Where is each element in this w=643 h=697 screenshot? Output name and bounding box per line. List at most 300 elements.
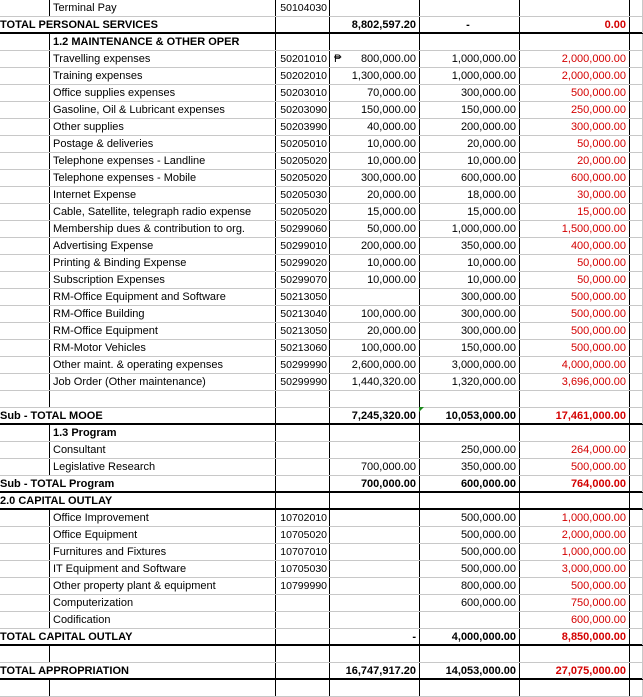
empty-cell[interactable] bbox=[520, 680, 630, 696]
amount-col1[interactable] bbox=[330, 629, 420, 645]
account-code[interactable]: 50205030 bbox=[276, 187, 330, 203]
account-name[interactable]: Advertising Expense bbox=[50, 238, 276, 254]
amount-col2[interactable]: 14,053,000.00 bbox=[420, 663, 520, 679]
amount-col3[interactable]: 50,000.00 bbox=[520, 255, 630, 271]
amount-col3[interactable] bbox=[520, 0, 630, 16]
empty-cell[interactable] bbox=[50, 391, 276, 407]
amount-col3[interactable]: 500,000.00 bbox=[520, 578, 630, 594]
section-label[interactable]: 1.3 Program bbox=[50, 425, 276, 441]
amount-col1[interactable] bbox=[330, 374, 420, 390]
empty-cell[interactable] bbox=[330, 391, 420, 407]
amount-col1[interactable] bbox=[330, 442, 420, 458]
account-name[interactable]: Terminal Pay bbox=[50, 0, 276, 16]
amount-col3[interactable]: 300,000.00 bbox=[520, 119, 630, 135]
amount-col2[interactable]: 300,000.00 bbox=[420, 323, 520, 339]
amount-col1[interactable] bbox=[330, 34, 420, 50]
amount-col2[interactable]: 250,000.00 bbox=[420, 442, 520, 458]
amount-col3[interactable]: 3,696,000.00 bbox=[520, 374, 630, 390]
empty-cell[interactable] bbox=[630, 17, 643, 33]
empty-cell[interactable] bbox=[630, 629, 643, 645]
amount-col3[interactable]: 500,000.00 bbox=[520, 289, 630, 305]
empty-cell[interactable] bbox=[630, 85, 643, 101]
amount-col1[interactable] bbox=[330, 459, 420, 475]
amount-col3[interactable]: 1,500,000.00 bbox=[520, 221, 630, 237]
empty-cell[interactable] bbox=[630, 204, 643, 220]
amount-col1[interactable] bbox=[330, 85, 420, 101]
amount-col3[interactable]: 27,075,000.00 bbox=[520, 663, 630, 679]
account-name[interactable]: Training expenses bbox=[50, 68, 276, 84]
account-code[interactable] bbox=[276, 17, 330, 33]
empty-cell[interactable] bbox=[0, 391, 50, 407]
empty-cell[interactable] bbox=[0, 0, 50, 16]
amount-col3[interactable]: 500,000.00 bbox=[520, 85, 630, 101]
account-code[interactable]: 50203010 bbox=[276, 85, 330, 101]
amount-col1[interactable] bbox=[330, 510, 420, 526]
amount-col2[interactable]: 600,000.00 bbox=[420, 170, 520, 186]
amount-col3[interactable]: 3,000,000.00 bbox=[520, 561, 630, 577]
amount-col1[interactable] bbox=[330, 306, 420, 322]
amount-col2[interactable]: 10,000.00 bbox=[420, 255, 520, 271]
amount-col1[interactable] bbox=[330, 544, 420, 560]
row-label[interactable]: Sub - TOTAL Program bbox=[0, 476, 276, 492]
amount-col2[interactable]: 300,000.00 bbox=[420, 306, 520, 322]
row-label[interactable]: TOTAL CAPITAL OUTLAY bbox=[0, 629, 276, 645]
empty-cell[interactable] bbox=[420, 391, 520, 407]
amount-col1[interactable] bbox=[330, 425, 420, 441]
account-code[interactable]: 50213040 bbox=[276, 306, 330, 322]
account-name[interactable]: Subscription Expenses bbox=[50, 272, 276, 288]
empty-cell[interactable] bbox=[630, 646, 643, 662]
empty-cell[interactable] bbox=[630, 459, 643, 475]
empty-cell[interactable] bbox=[630, 0, 643, 16]
amount-col1[interactable] bbox=[330, 68, 420, 84]
empty-cell[interactable] bbox=[0, 51, 50, 67]
empty-cell[interactable] bbox=[0, 527, 50, 543]
empty-cell[interactable] bbox=[630, 272, 643, 288]
empty-cell[interactable] bbox=[630, 544, 643, 560]
account-code[interactable]: 50213050 bbox=[276, 323, 330, 339]
account-name[interactable]: Telephone expenses - Mobile bbox=[50, 170, 276, 186]
empty-cell[interactable] bbox=[0, 340, 50, 356]
empty-cell[interactable] bbox=[0, 374, 50, 390]
empty-cell[interactable] bbox=[630, 663, 643, 679]
amount-col3[interactable]: 1,000,000.00 bbox=[520, 510, 630, 526]
amount-col1[interactable] bbox=[330, 255, 420, 271]
amount-col1[interactable] bbox=[330, 595, 420, 611]
empty-cell[interactable] bbox=[0, 153, 50, 169]
amount-col3[interactable]: 0.00 bbox=[520, 17, 630, 33]
account-code[interactable]: 10707010 bbox=[276, 544, 330, 560]
amount-col2[interactable]: 1,320,000.00 bbox=[420, 374, 520, 390]
empty-cell[interactable] bbox=[630, 340, 643, 356]
table-row bbox=[0, 119, 643, 136]
amount-col3[interactable]: 4,000,000.00 bbox=[520, 357, 630, 373]
amount-col2[interactable]: 150,000.00 bbox=[420, 102, 520, 118]
amount-col2[interactable]: 3,000,000.00 bbox=[420, 357, 520, 373]
total-row bbox=[0, 425, 643, 442]
empty-cell[interactable] bbox=[630, 34, 643, 50]
account-code[interactable] bbox=[276, 442, 330, 458]
account-code[interactable]: 50201010 bbox=[276, 51, 330, 67]
amount-col2[interactable]: 300,000.00 bbox=[420, 85, 520, 101]
empty-cell[interactable] bbox=[520, 391, 630, 407]
account-name[interactable]: Other property plant & equipment bbox=[50, 578, 276, 594]
empty-cell[interactable] bbox=[520, 646, 630, 662]
amount-col2[interactable] bbox=[420, 425, 520, 441]
account-code[interactable] bbox=[276, 629, 330, 645]
amount-col2[interactable]: 500,000.00 bbox=[420, 527, 520, 543]
account-name[interactable]: Postage & deliveries bbox=[50, 136, 276, 152]
peso-sign: ₱ bbox=[334, 53, 342, 65]
account-code[interactable]: 50299020 bbox=[276, 255, 330, 271]
empty-cell[interactable] bbox=[630, 357, 643, 373]
table-row bbox=[0, 544, 643, 561]
empty-cell[interactable] bbox=[630, 102, 643, 118]
account-name[interactable]: Legislative Research bbox=[50, 459, 276, 475]
empty-cell[interactable] bbox=[0, 459, 50, 475]
empty-cell[interactable] bbox=[0, 323, 50, 339]
amount-col2[interactable]: 1,000,000.00 bbox=[420, 68, 520, 84]
empty-cell[interactable] bbox=[630, 442, 643, 458]
amount-col2[interactable]: 600,000.00 bbox=[420, 476, 520, 492]
amount-col1[interactable] bbox=[330, 340, 420, 356]
empty-cell[interactable] bbox=[0, 85, 50, 101]
account-name[interactable]: Telephone expenses - Landline bbox=[50, 153, 276, 169]
empty-cell[interactable] bbox=[50, 680, 276, 696]
account-name[interactable]: Membership dues & contribution to org. bbox=[50, 221, 276, 237]
empty-cell[interactable] bbox=[630, 578, 643, 594]
empty-cell[interactable] bbox=[630, 595, 643, 611]
empty-cell[interactable] bbox=[630, 612, 643, 628]
empty-cell[interactable] bbox=[0, 221, 50, 237]
amount-col1[interactable] bbox=[330, 136, 420, 152]
amount-value: 15,000.00 bbox=[367, 206, 416, 218]
empty-cell[interactable] bbox=[420, 680, 520, 696]
amount-col1[interactable] bbox=[330, 578, 420, 594]
amount-col2[interactable] bbox=[420, 0, 520, 16]
amount-col2[interactable]: 150,000.00 bbox=[420, 340, 520, 356]
account-code[interactable]: 50203990 bbox=[276, 119, 330, 135]
empty-cell[interactable] bbox=[0, 595, 50, 611]
empty-cell[interactable] bbox=[0, 204, 50, 220]
empty-cell[interactable] bbox=[630, 68, 643, 84]
amount-col1[interactable] bbox=[330, 612, 420, 628]
amount-col3[interactable]: 2,000,000.00 bbox=[520, 68, 630, 84]
amount-col1[interactable] bbox=[330, 51, 420, 67]
amount-col2[interactable]: 15,000.00 bbox=[420, 204, 520, 220]
amount-col2[interactable]: 800,000.00 bbox=[420, 578, 520, 594]
amount-col1[interactable] bbox=[330, 663, 420, 679]
empty-cell[interactable] bbox=[0, 272, 50, 288]
amount-col3[interactable]: 50,000.00 bbox=[520, 272, 630, 288]
row-label[interactable]: TOTAL PERSONAL SERVICES bbox=[0, 17, 276, 33]
empty-cell[interactable] bbox=[0, 646, 50, 662]
amount-col3[interactable]: 17,461,000.00 bbox=[520, 408, 630, 424]
account-name[interactable]: Cable, Satellite, telegraph radio expense bbox=[50, 204, 276, 220]
total-row bbox=[0, 629, 643, 646]
blank-row bbox=[0, 680, 643, 697]
empty-cell[interactable] bbox=[0, 578, 50, 594]
amount-col2[interactable]: 20,000.00 bbox=[420, 136, 520, 152]
account-name[interactable]: Other maint. & operating expenses bbox=[50, 357, 276, 373]
empty-cell[interactable] bbox=[0, 544, 50, 560]
account-name[interactable]: RM-Office Equipment and Software bbox=[50, 289, 276, 305]
account-name[interactable]: Computerization bbox=[50, 595, 276, 611]
amount-col1[interactable] bbox=[330, 221, 420, 237]
row-label[interactable]: 2.0 CAPITAL OUTLAY bbox=[0, 493, 276, 509]
amount-col3[interactable]: 2,000,000.00 bbox=[520, 527, 630, 543]
amount-value: 2,600,000.00 bbox=[351, 359, 416, 371]
amount-col1[interactable] bbox=[330, 187, 420, 203]
account-code[interactable]: 50299990 bbox=[276, 374, 330, 390]
account-code[interactable]: 10705030 bbox=[276, 561, 330, 577]
amount-value: 10,000.00 bbox=[367, 138, 416, 150]
amount-col3[interactable]: 750,000.00 bbox=[520, 595, 630, 611]
amount-col2[interactable]: 350,000.00 bbox=[420, 459, 520, 475]
empty-cell[interactable] bbox=[630, 391, 643, 407]
amount-col2[interactable]: 10,053,000.00 bbox=[420, 408, 520, 424]
empty-cell[interactable] bbox=[0, 238, 50, 254]
empty-cell[interactable] bbox=[630, 136, 643, 152]
account-code[interactable] bbox=[276, 34, 330, 50]
amount-col2[interactable] bbox=[420, 493, 520, 509]
account-name[interactable]: Internet Expense bbox=[50, 187, 276, 203]
amount-value: 700,000.00 bbox=[360, 461, 416, 473]
account-code[interactable]: 10799990 bbox=[276, 578, 330, 594]
amount-col1[interactable] bbox=[330, 119, 420, 135]
empty-cell[interactable] bbox=[630, 51, 643, 67]
amount-col2[interactable]: 1,000,000.00 bbox=[420, 51, 520, 67]
amount-col2[interactable]: 4,000,000.00 bbox=[420, 629, 520, 645]
amount-col2[interactable]: 10,000.00 bbox=[420, 272, 520, 288]
amount-col2[interactable]: - bbox=[420, 17, 520, 33]
empty-cell[interactable] bbox=[630, 238, 643, 254]
amount-col3[interactable]: 500,000.00 bbox=[520, 323, 630, 339]
amount-col3[interactable]: 600,000.00 bbox=[520, 170, 630, 186]
amount-col3[interactable]: 400,000.00 bbox=[520, 238, 630, 254]
account-code[interactable]: 50205020 bbox=[276, 204, 330, 220]
empty-cell[interactable] bbox=[630, 119, 643, 135]
amount-col2[interactable] bbox=[420, 34, 520, 50]
empty-cell[interactable] bbox=[630, 680, 643, 696]
account-name[interactable]: Office supplies expenses bbox=[50, 85, 276, 101]
account-code[interactable] bbox=[276, 476, 330, 492]
account-code[interactable]: 50205020 bbox=[276, 153, 330, 169]
account-code[interactable] bbox=[276, 459, 330, 475]
table-row bbox=[0, 68, 643, 85]
empty-cell[interactable] bbox=[630, 425, 643, 441]
amount-col1[interactable] bbox=[330, 204, 420, 220]
empty-cell[interactable] bbox=[276, 680, 330, 696]
empty-cell[interactable] bbox=[0, 289, 50, 305]
amount-col3[interactable]: 20,000.00 bbox=[520, 153, 630, 169]
account-code[interactable]: 50299010 bbox=[276, 238, 330, 254]
account-name[interactable]: IT Equipment and Software bbox=[50, 561, 276, 577]
account-code[interactable]: 50213060 bbox=[276, 340, 330, 356]
amount-col2[interactable]: 10,000.00 bbox=[420, 153, 520, 169]
empty-cell[interactable] bbox=[0, 170, 50, 186]
account-code[interactable]: 50299060 bbox=[276, 221, 330, 237]
table-row bbox=[0, 0, 643, 17]
empty-cell[interactable] bbox=[630, 289, 643, 305]
empty-cell[interactable] bbox=[0, 680, 50, 696]
empty-cell[interactable] bbox=[0, 612, 50, 628]
amount-col1[interactable] bbox=[330, 272, 420, 288]
empty-cell[interactable] bbox=[50, 646, 276, 662]
account-code[interactable]: 50205020 bbox=[276, 170, 330, 186]
amount-col3[interactable]: 500,000.00 bbox=[520, 340, 630, 356]
account-name[interactable]: Job Order (Other maintenance) bbox=[50, 374, 276, 390]
amount-col3[interactable]: 2,000,000.00 bbox=[520, 51, 630, 67]
account-code[interactable]: 50203090 bbox=[276, 102, 330, 118]
empty-cell[interactable] bbox=[330, 646, 420, 662]
account-code[interactable]: 50299990 bbox=[276, 357, 330, 373]
account-code[interactable]: 50213050 bbox=[276, 289, 330, 305]
amount-value: 70,000.00 bbox=[367, 87, 416, 99]
account-code[interactable]: 10705020 bbox=[276, 527, 330, 543]
amount-col1[interactable] bbox=[330, 170, 420, 186]
empty-cell[interactable] bbox=[0, 136, 50, 152]
account-name[interactable]: Gasoline, Oil & Lubricant expenses bbox=[50, 102, 276, 118]
empty-cell[interactable] bbox=[630, 527, 643, 543]
account-code[interactable] bbox=[276, 595, 330, 611]
account-code[interactable]: 10702010 bbox=[276, 510, 330, 526]
amount-col1[interactable] bbox=[330, 289, 420, 305]
amount-col3[interactable]: 600,000.00 bbox=[520, 612, 630, 628]
empty-cell[interactable] bbox=[0, 119, 50, 135]
amount-col2[interactable]: 500,000.00 bbox=[420, 544, 520, 560]
account-code[interactable] bbox=[276, 612, 330, 628]
empty-cell[interactable] bbox=[630, 306, 643, 322]
empty-cell[interactable] bbox=[0, 561, 50, 577]
empty-cell[interactable] bbox=[630, 561, 643, 577]
empty-cell[interactable] bbox=[0, 187, 50, 203]
empty-cell[interactable] bbox=[630, 476, 643, 492]
account-name[interactable]: RM-Office Building bbox=[50, 306, 276, 322]
empty-cell[interactable] bbox=[330, 680, 420, 696]
empty-cell[interactable] bbox=[630, 187, 643, 203]
amount-col2[interactable]: 1,000,000.00 bbox=[420, 221, 520, 237]
amount-col2[interactable]: 18,000.00 bbox=[420, 187, 520, 203]
account-name[interactable]: Furnitures and Fixtures bbox=[50, 544, 276, 560]
amount-col1[interactable] bbox=[330, 408, 420, 424]
amount-col3[interactable]: 500,000.00 bbox=[520, 306, 630, 322]
amount-col2[interactable]: 600,000.00 bbox=[420, 595, 520, 611]
account-name[interactable]: Codification bbox=[50, 612, 276, 628]
table-row bbox=[0, 255, 643, 272]
account-name[interactable]: Travelling expenses bbox=[50, 51, 276, 67]
row-label[interactable]: TOTAL APPROPRIATION bbox=[0, 663, 276, 679]
section-label[interactable]: 1.2 MAINTENANCE & OTHER OPER bbox=[50, 34, 276, 50]
blank-row bbox=[0, 391, 643, 408]
amount-col1[interactable] bbox=[330, 323, 420, 339]
amount-col3[interactable]: 1,000,000.00 bbox=[520, 544, 630, 560]
empty-cell[interactable] bbox=[630, 374, 643, 390]
empty-cell[interactable] bbox=[630, 408, 643, 424]
amount-col1[interactable] bbox=[330, 17, 420, 33]
empty-cell[interactable] bbox=[0, 510, 50, 526]
account-code[interactable]: 50104030 bbox=[276, 0, 330, 16]
empty-cell[interactable] bbox=[276, 391, 330, 407]
row-label[interactable]: Sub - TOTAL MOOE bbox=[0, 408, 276, 424]
account-name[interactable]: Consultant bbox=[50, 442, 276, 458]
empty-cell[interactable] bbox=[420, 646, 520, 662]
amount-col2[interactable] bbox=[420, 612, 520, 628]
empty-cell[interactable] bbox=[276, 646, 330, 662]
amount-col2[interactable]: 500,000.00 bbox=[420, 510, 520, 526]
table-row bbox=[0, 289, 643, 306]
account-name[interactable]: RM-Office Equipment bbox=[50, 323, 276, 339]
amount-col2[interactable]: 200,000.00 bbox=[420, 119, 520, 135]
account-name[interactable]: Printing & Binding Expense bbox=[50, 255, 276, 271]
amount-col3[interactable] bbox=[520, 34, 630, 50]
account-code[interactable] bbox=[276, 493, 330, 509]
amount-col3[interactable]: 500,000.00 bbox=[520, 459, 630, 475]
table-row bbox=[0, 357, 643, 374]
amount-col1[interactable] bbox=[330, 102, 420, 118]
amount-col3[interactable]: 15,000.00 bbox=[520, 204, 630, 220]
account-code[interactable] bbox=[276, 663, 330, 679]
amount-col3[interactable]: 264,000.00 bbox=[520, 442, 630, 458]
account-name[interactable]: RM-Motor Vehicles bbox=[50, 340, 276, 356]
amount-col1[interactable] bbox=[330, 561, 420, 577]
account-code[interactable]: 50299070 bbox=[276, 272, 330, 288]
amount-col1[interactable] bbox=[330, 493, 420, 509]
empty-cell[interactable] bbox=[0, 306, 50, 322]
amount-col1[interactable] bbox=[330, 153, 420, 169]
amount-col3[interactable]: 764,000.00 bbox=[520, 476, 630, 492]
empty-cell[interactable] bbox=[630, 493, 643, 509]
empty-cell[interactable] bbox=[0, 34, 50, 50]
empty-cell[interactable] bbox=[0, 68, 50, 84]
account-name[interactable]: Other supplies bbox=[50, 119, 276, 135]
account-code[interactable]: 50202010 bbox=[276, 68, 330, 84]
amount-col3[interactable]: 30,000.00 bbox=[520, 187, 630, 203]
account-name[interactable]: Office Improvement bbox=[50, 510, 276, 526]
amount-col3[interactable] bbox=[520, 425, 630, 441]
empty-cell[interactable] bbox=[630, 221, 643, 237]
amount-col3[interactable]: 50,000.00 bbox=[520, 136, 630, 152]
empty-cell[interactable] bbox=[630, 323, 643, 339]
account-code[interactable] bbox=[276, 408, 330, 424]
empty-cell[interactable] bbox=[0, 255, 50, 271]
amount-col2[interactable]: 300,000.00 bbox=[420, 289, 520, 305]
amount-col2[interactable]: 500,000.00 bbox=[420, 561, 520, 577]
amount-col1[interactable] bbox=[330, 0, 420, 16]
empty-cell[interactable] bbox=[630, 510, 643, 526]
amount-col3[interactable]: 250,000.00 bbox=[520, 102, 630, 118]
account-code[interactable]: 50205010 bbox=[276, 136, 330, 152]
table-row bbox=[0, 272, 643, 289]
empty-cell[interactable] bbox=[630, 153, 643, 169]
amount-col1[interactable] bbox=[330, 527, 420, 543]
amount-col1[interactable] bbox=[330, 476, 420, 492]
account-code[interactable] bbox=[276, 425, 330, 441]
empty-cell[interactable] bbox=[0, 102, 50, 118]
empty-cell[interactable] bbox=[0, 357, 50, 373]
table-row bbox=[0, 102, 643, 119]
empty-cell[interactable] bbox=[630, 170, 643, 186]
amount-col3[interactable]: 8,850,000.00 bbox=[520, 629, 630, 645]
empty-cell[interactable] bbox=[0, 425, 50, 441]
amount-col3[interactable] bbox=[520, 493, 630, 509]
empty-cell[interactable] bbox=[0, 442, 50, 458]
amount-col1[interactable] bbox=[330, 238, 420, 254]
empty-cell[interactable] bbox=[630, 255, 643, 271]
account-name[interactable]: Office Equipment bbox=[50, 527, 276, 543]
amount-col1[interactable] bbox=[330, 357, 420, 373]
amount-col2[interactable]: 350,000.00 bbox=[420, 238, 520, 254]
